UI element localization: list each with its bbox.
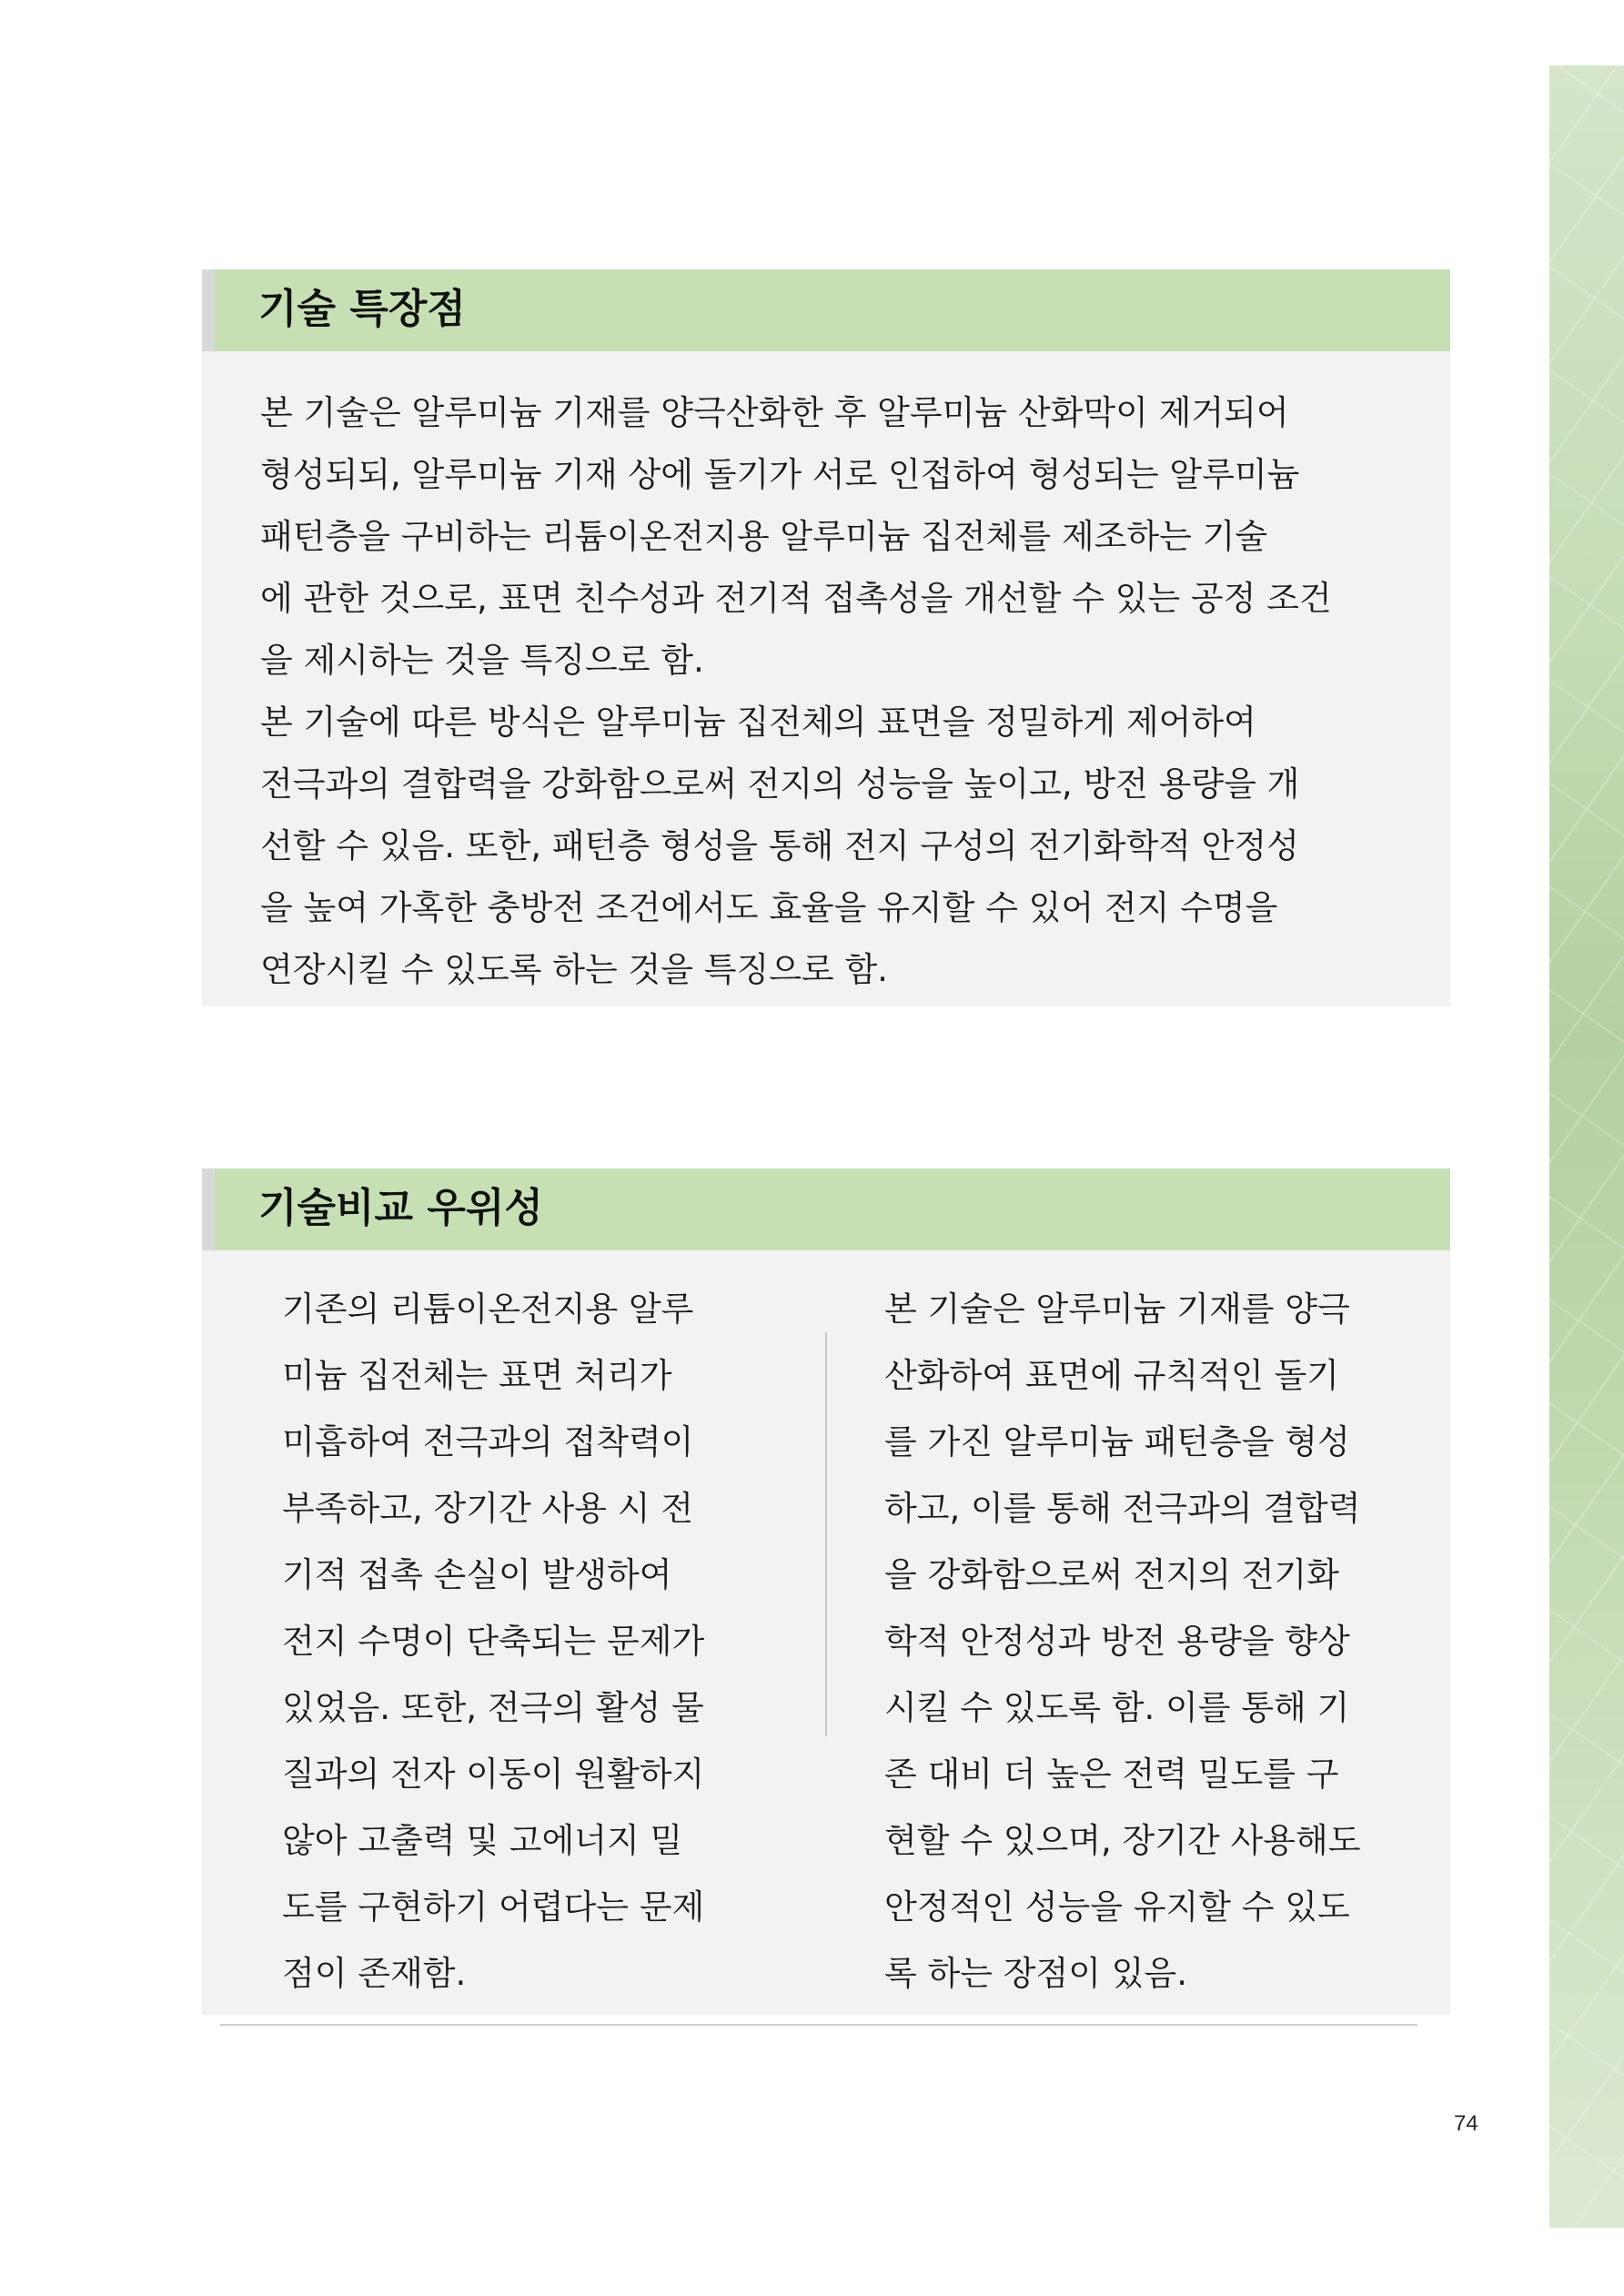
section-body xyxy=(202,1250,1450,2015)
text-line: 기존의 리튬이온전지용 알루 xyxy=(282,1290,694,1329)
text-line: 을 높여 가혹한 충방전 조건에서도 효율을 유지할 수 있어 전지 수명을 xyxy=(260,888,1278,927)
comparison-column-this-tech xyxy=(884,1276,1361,2007)
section-tech-comparison xyxy=(202,1168,1450,2015)
text-line: 록 하는 장점이 있음. xyxy=(884,1954,1187,1993)
text-line: 본 기술은 알루미늄 기재를 양극산화한 후 알루미늄 산화막이 제거되어 xyxy=(260,393,1289,432)
text-line: 안정적인 성능을 유지할 수 있도 xyxy=(884,1887,1350,1927)
text-line: 을 강화함으로써 전지의 전기화 xyxy=(884,1555,1339,1594)
column-divider xyxy=(825,1332,827,1736)
text-line: 시킬 수 있도록 함. 이를 통해 기 xyxy=(884,1688,1350,1727)
page-number: 74 xyxy=(1454,2111,1478,2136)
text-line: 학적 안정성과 방전 용량을 향상 xyxy=(884,1622,1350,1661)
text-line: 있었음. 또한, 전극의 활성 물 xyxy=(282,1688,704,1727)
text-line: 현할 수 있으며, 장기간 사용해도 xyxy=(884,1821,1361,1860)
text-line: 을 제시하는 것을 특징으로 함. xyxy=(260,641,704,680)
text-line: 미늄 집전체는 표면 처리가 xyxy=(282,1356,672,1395)
section-header xyxy=(202,269,1450,351)
text-line: 선할 수 있음. 또한, 패턴층 형성을 통해 전지 구성의 전기화학적 안정성 xyxy=(260,826,1299,865)
text-line: 않아 고출력 및 고에너지 밀 xyxy=(282,1821,683,1860)
text-line: 산화하여 표면에 규칙적인 돌기 xyxy=(884,1356,1339,1395)
text-line: 에 관한 것으로, 표면 친수성과 전기적 접촉성을 개선할 수 있는 공정 조건 xyxy=(260,579,1332,618)
section-body xyxy=(202,351,1450,1006)
comparison-column-existing xyxy=(282,1276,737,2007)
section-title: 기술 특장점 xyxy=(258,286,466,332)
text-line: 형성되되, 알루미늄 기재 상에 돌기가 서로 인접하여 형성되는 알루미늄 xyxy=(260,455,1300,494)
text-line: 점이 존재함. xyxy=(282,1954,467,1993)
text-line: 를 가진 알루미늄 패턴층을 형성 xyxy=(884,1422,1350,1462)
text-line: 본 기술에 따른 방식은 알루미늄 집전체의 표면을 정밀하게 제어하여 xyxy=(260,703,1256,742)
text-line: 기적 접촉 손실이 발생하여 xyxy=(282,1555,672,1594)
text-line: 연장시킬 수 있도록 하는 것을 특징으로 함. xyxy=(260,950,888,989)
text-line: 미흡하여 전극과의 접착력이 xyxy=(282,1422,694,1462)
section-title: 기술비교 우위성 xyxy=(258,1185,543,1231)
text-line: 존 대비 더 높은 전력 밀도를 구 xyxy=(884,1755,1339,1794)
text-line: 질과의 전자 이동이 원활하지 xyxy=(282,1755,705,1794)
text-line: 하고, 이를 통해 전극과의 결합력 xyxy=(884,1489,1361,1528)
text-line: 본 기술은 알루미늄 기재를 양극 xyxy=(884,1290,1350,1329)
paragraph-block xyxy=(260,382,1388,1001)
text-line: 부족하고, 장기간 사용 시 전 xyxy=(282,1489,693,1528)
text-line: 전극과의 결합력을 강화함으로써 전지의 성능을 높이고, 방전 용량을 개 xyxy=(260,764,1300,804)
text-line: 도를 구현하기 어렵다는 문제 xyxy=(282,1887,705,1927)
section-tech-features xyxy=(202,269,1450,1006)
decorative-side-strip xyxy=(1549,66,1624,2228)
text-line: 패턴층을 구비하는 리튬이온전지용 알루미늄 집전체를 제조하는 기술 xyxy=(260,517,1268,556)
bottom-divider xyxy=(220,2024,1417,2026)
section-header xyxy=(202,1168,1450,1250)
text-line: 전지 수명이 단축되는 문제가 xyxy=(282,1622,705,1661)
